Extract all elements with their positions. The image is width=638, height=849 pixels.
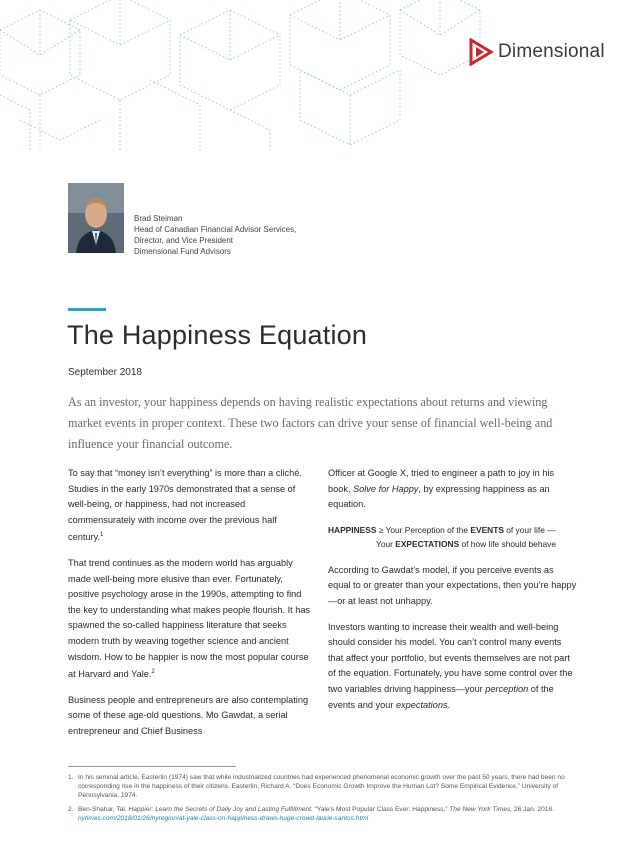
footnote-ref: 2 [151, 669, 155, 676]
author-portrait-image [68, 183, 124, 253]
footnote-2: 2. Ben-Shahar, Tal. Happier: Learn the Secrets of Daily Joy and Lasting Fulfillment. “Yale’s Most Popular Class Ever: Happiness,” The New York Times, 26 Jan. 2018. nytimes.com/2018/01/26/nyregion/at-yale-class-on-happiness-draws-huge-crowd-laurie-santos.html [68, 805, 554, 822]
author-name: Brad Steiman [134, 214, 183, 223]
dimensional-logo [468, 38, 605, 66]
footnote-ref: 1 [100, 532, 104, 539]
body-paragraph: According to Gawdat’s model, if you perceive events as equal to or greater than your expectations, then you’re happy—or at least not unhappy. [328, 564, 577, 606]
dimensional-logo-text: Dimensional [498, 41, 605, 62]
footnote-divider [68, 766, 236, 767]
title-accent-rule [68, 308, 106, 311]
author-photo [68, 183, 124, 253]
footnote-link[interactable]: nytimes.com/2018/01/26/nyregion/at-yale-class-on-happiness-draws-huge-crowd-laurie-santos.html [78, 814, 369, 822]
article-lead: As an investor, your happiness depends on having realistic expectations about returns and viewing market events in proper context. These two factors can drive your sense of financial well-being and influence your financial outcome. [68, 395, 553, 451]
body-column-left [68, 466, 313, 750]
author-title-line-1: Head of Canadian Financial Advisor Services, [134, 225, 297, 234]
author-title-line-2: Director, and Vice President [134, 236, 234, 245]
footnote-1: 1. In his seminal article, Easterlin (1974) saw that while industrialized countries had experienced phenomenal economic growth over the past 50 years, there had been no corresponding rise in the happiness of their citizens. Easterlin, Richard A. “Does Economic Growth Improve the Human Lot? Some Empirical Evidence,” University of Pennsylvania, 1974. [68, 774, 565, 800]
body-paragraph: Business people and entrepreneurs are also contemplating some of these age-old questions. Mo Gawdat, a serial entrepreneur and Chief Business [68, 694, 309, 737]
article-date: September 2018 [68, 367, 142, 378]
body-column-right [328, 466, 578, 723]
body-paragraph: To say that “money isn’t everything” is more than a cliché. Studies in the early 1970s demonstrated that a sense of well-being, or happiness, had not increased commensurately with income over the previous half century.$^1$ [68, 468, 302, 543]
happiness-equation: HAPPINESS ≥ Your Perception of the EVENTS of your life — Your EXPECTATIONS of how life should behave [328, 524, 557, 549]
footnotes [68, 773, 578, 827]
author-info [134, 213, 296, 257]
decorative-cube-pattern [0, 0, 638, 150]
dimensional-logo-mark-icon [468, 38, 494, 66]
author-company: Dimensional Fund Advisors [134, 247, 231, 256]
body-paragraph: Investors wanting to increase their wealth and well-being should consider his model. You can’t control many events that affect your portfolio, but events themselves are not part of the equation. Fortunately, you have some control over the two variables driving happiness—your perception of the events and your expectations. [328, 621, 573, 710]
article-title: The Happiness Equation [67, 320, 368, 350]
body-paragraph: Officer at Google X, tried to engineer a path to joy in his book, Solve for Happy, by expressing happiness as an equation. [328, 468, 555, 510]
body-paragraph: That trend continues as the modern world has arguably made well-being more elusive than ever. Fortunately, positive psychology arose in the 1990s, attempting to find the key to understanding what makes people flourish. It has spawned the so-called happiness literature that seeks modern truth by weaving together science and ancient wisdom. How to be happier is now the most popular course at Harvard and Yale.$^2$ [68, 558, 311, 680]
